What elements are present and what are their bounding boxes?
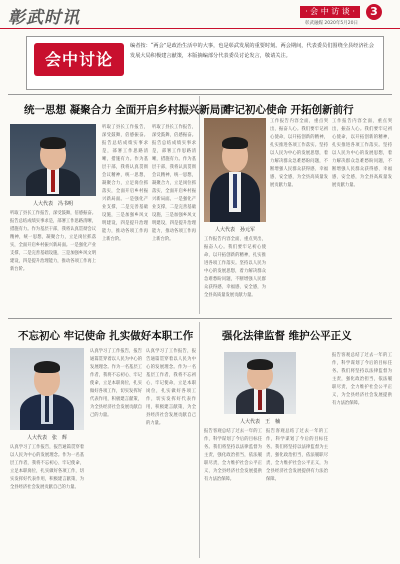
article-1-body-col-1: 听取了县长工作报告，深受鼓舞，倍感振奋。报告总结成绩实事求是，部署工作思路清晰，措施有力。作为基层干部，我将认真贯彻会议精神，统一思想，凝聚合力，立足岗位抓落实，全面开启乡村振兴新局面。一是强化产业支撑，二是完善基础设施，三是加强乡风文明建设，四是提升治理能力，推动各项工作再上新台阶。 [10, 211, 96, 272]
editor-note-text: 编者按：“两会”是政治生活中的大事，也是彰武发展的重要时刻。两会期间，代表委员们围绕全县经济社会发展大局积极建言献策，本版摘编部分代表委员讨论发言，敬请关注。 [130, 43, 374, 59]
editor-note-badge [34, 43, 124, 76]
section-label: · 会 中 访 谈 · [300, 6, 360, 18]
article-2-body-col-2: 工作报告内容全面，重点突出，振奋人心。我们要牢记初心使命，以开拓创新的精神，扎实推进各项工作落实。坚持以人民为中心的发展思想，着力解决群众急难愁盼问题，不断增强人民群众获得感、幸福感、安全感，为全县高质量发展贡献力量。 [270, 119, 328, 188]
section-divider-top [8, 94, 392, 95]
article-2-body-col-3: 工作报告内容全面，重点突出，振奋人心。我们要牢记初心使命，以开拓创新的精神，扎实推进各项工作落实。坚持以人民为中心的发展思想，着力解决群众急难愁盼问题，不断增强人民群众获得感、幸福感、安全感，为全县高质量发展贡献力量。 [332, 119, 392, 188]
article-2-caption: 人大代表 孙元军 [214, 227, 255, 233]
article-3-body-col-1: 认真学习了工作报告，报告通篇贯穿着以人民为中心的发展理念。作为一名基层工作者，我将不忘初心、牢记使命，立足本职岗位，扎实做好各项工作，切实发挥好代表作用，积极建言献策，为全县经济社会发展贡献自己的力量。 [10, 445, 84, 490]
article-1-caption: 人大代表 冯书明 [32, 201, 73, 207]
article-1-photo [10, 124, 96, 196]
article-1-body-col-2: 听取了县长工作报告，深受鼓舞，倍感振奋。报告总结成绩实事求是，部署工作思路清晰，措施有力。作为基层干部，我将认真贯彻会议精神，统一思想，凝聚合力，立足岗位抓落实，全面开启乡村振兴新局面。一是强化产业支撑，二是完善基础设施，三是加强乡风文明建设，四是提升治理能力，推动各项工作再上新台阶。 [102, 125, 148, 242]
article-1-headline: 统一思想 凝聚合力 全面开启乡村振兴新局面 [24, 104, 231, 116]
editor-note-badge-label: 会中讨论 [44, 50, 113, 69]
newspaper-logo: 彰武时讯 [8, 8, 80, 28]
article-4-photo [224, 352, 296, 414]
article-3-body-col-3: 认真学习了工作报告，报告通篇贯穿着以人民为中心的发展理念。作为一名基层工作者，我将不忘初心、牢记使命，立足本职岗位，扎实做好各项工作，切实发挥好代表作用，积极建言献策，为全县经济社会发展贡献自己的力量。 [146, 349, 196, 426]
article-4-body-col-1: 报告客观总结了过去一年的工作，科学谋划了今后的目标任务。我们将坚持以法律监督为主责，强化政治担当，依法履职尽责，全力维护社会公平正义，为全县经济社会发展提供有力法治保障。 [204, 429, 262, 482]
issue-date: 彰武融媒 2020年5月20日 [305, 21, 358, 26]
article-1-body-col-3: 听取了县长工作报告，深受鼓舞，倍感振奋。报告总结成绩实事求是，部署工作思路清晰，措施有力。作为基层干部，我将认真贯彻会议精神，统一思想，凝聚合力，立足岗位抓落实，全面开启乡村振兴新局面。一是强化产业支撑，二是完善基础设施，三是加强乡风文明建设，四是提升治理能力，推动各项工作再上新台阶。 [152, 125, 196, 242]
column-divider-upper [199, 96, 200, 314]
article-3-headline: 不忘初心 牢记使命 扎实做好本职工作 [18, 330, 194, 342]
article-3-photo [10, 348, 84, 430]
article-4-caption: 人大代表 王 楠 [239, 419, 280, 425]
article-4-body-col-3: 报告客观总结了过去一年的工作，科学谋划了今后的目标任务。我们将坚持以法律监督为主责，强化政治担当，依法履职尽责，全力维护社会公平正义，为全县经济社会发展提供有力法治保障。 [332, 353, 392, 406]
masthead-divider [0, 28, 400, 29]
column-divider-lower [199, 322, 200, 558]
article-2-headline: 牢记初心使命 开拓创新前行 [224, 104, 354, 116]
section-divider-middle [8, 318, 392, 319]
article-3-body-col-2: 认真学习了工作报告，报告通篇贯穿着以人民为中心的发展理念。作为一名基层工作者，我将不忘初心、牢记使命，立足本职岗位，扎实做好各项工作，切实发挥好代表作用，积极建言献策，为全县经济社会发展贡献自己的力量。 [90, 349, 142, 418]
article-2-photo [204, 118, 266, 222]
article-2-body-col-1: 工作报告内容全面，重点突出，振奋人心。我们要牢记初心使命，以开拓创新的精神，扎实推进各项工作落实。坚持以人民为中心的发展思想，着力解决群众急难愁盼问题，不断增强人民群众获得感、幸福感、安全感，为全县高质量发展贡献力量。 [204, 237, 266, 298]
article-3-caption: 人大代表 张 辉 [26, 435, 67, 441]
page-number-badge: 3 [366, 4, 382, 20]
article-4-body-col-2: 报告客观总结了过去一年的工作，科学谋划了今后的目标任务。我们将坚持以法律监督为主责，强化政治担当，依法履职尽责，全力维护社会公平正义，为全县经济社会发展提供有力法治保障。 [266, 429, 328, 482]
article-4-headline: 强化法律监督 维护公平正义 [222, 330, 352, 342]
